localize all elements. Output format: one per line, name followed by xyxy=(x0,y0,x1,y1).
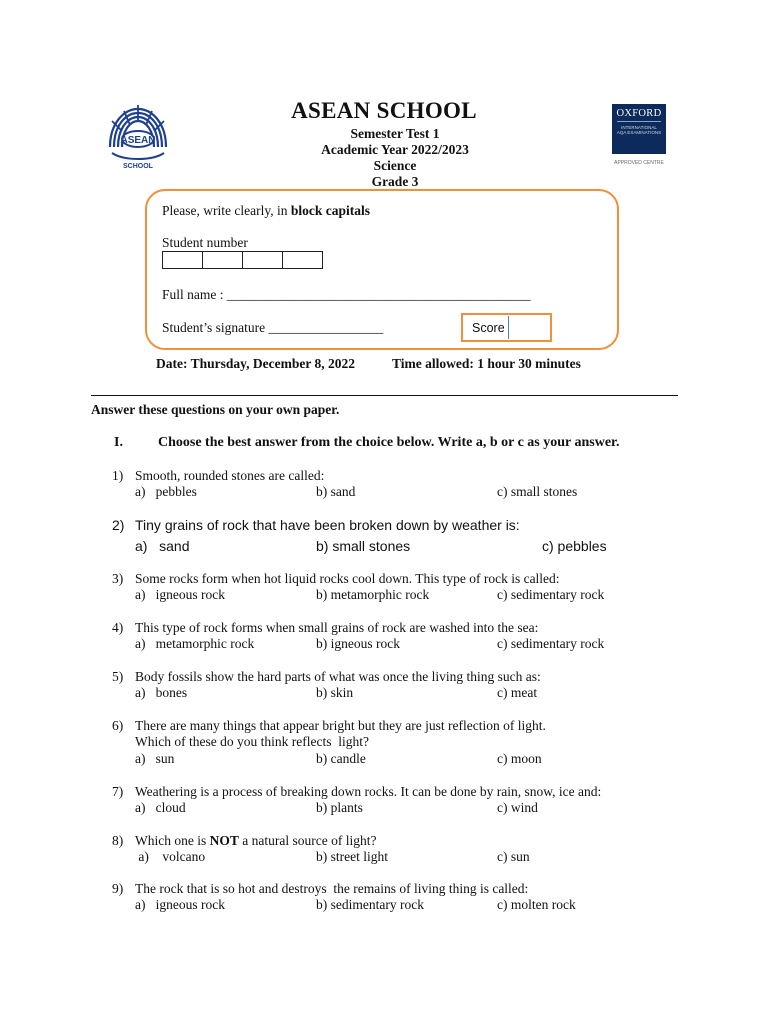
choice-a: a) volcano xyxy=(135,849,206,864)
question-stem-prefix: Which one is xyxy=(135,833,210,848)
question-stem xyxy=(135,833,376,849)
write-instruction xyxy=(162,203,370,219)
exam-date: Date: Thursday, December 8, 2022 xyxy=(156,356,355,371)
signature-line[interactable]: _________________ xyxy=(268,320,384,335)
choice-c: c) pebbles xyxy=(542,538,607,554)
question-stem: Some rocks form when hot liquid rocks cool down. This type of rock is called: xyxy=(135,571,560,586)
question-stem: Weathering is a process of breaking down rocks. It can be done by rain, snow, ice and: xyxy=(135,784,602,799)
full-name-line[interactable]: _____________________________________________ xyxy=(226,287,531,302)
choice-b: b) plants xyxy=(316,800,363,815)
choice-c: c) sun xyxy=(497,849,530,864)
choice-a: a) sand xyxy=(135,538,190,554)
student-number-cell[interactable] xyxy=(163,252,203,268)
choice-a: a) cloud xyxy=(135,800,186,815)
header-line-subject: Science xyxy=(373,158,417,173)
header-line-grade: Grade 3 xyxy=(371,174,419,189)
signature-row[interactable] xyxy=(162,320,383,336)
question-number: 6) xyxy=(112,718,124,733)
logo-right-sub1: INTERNATIONAL xyxy=(621,125,657,130)
question-stem: Smooth, rounded stones are called: xyxy=(135,468,325,483)
full-name-label: Full name : xyxy=(162,287,227,302)
choice-b: b) sand xyxy=(316,484,356,499)
logo-right-sub2: AQA EXAMINATIONS xyxy=(616,130,662,135)
divider xyxy=(91,395,678,396)
question-stem: This type of rock forms when small grains of rock are washed into the sea: xyxy=(135,620,539,635)
choice-a: a) igneous rock xyxy=(135,587,225,602)
full-name-row[interactable] xyxy=(162,287,531,303)
student-number-grid[interactable] xyxy=(162,251,323,269)
choice-b: b) small stones xyxy=(316,538,411,554)
question-number: 1) xyxy=(112,468,124,483)
signature-label: Student’s signature xyxy=(162,320,269,335)
question-stem: Body fossils show the hard parts of what was once the living thing such as: xyxy=(135,669,541,684)
choice-a: a) metamorphic rock xyxy=(135,636,255,651)
question-stem: The rock that is so hot and destroys the remains of living thing is called: xyxy=(135,881,529,896)
choice-c: c) meat xyxy=(497,685,538,700)
choice-c: c) wind xyxy=(497,800,538,815)
choice-b: b) street light xyxy=(316,849,388,864)
school-title: ASEAN SCHOOL xyxy=(291,98,477,123)
choice-c: c) moon xyxy=(497,751,542,766)
choice-c: c) molten rock xyxy=(497,897,576,912)
section-number: I. xyxy=(114,435,123,450)
choice-b: b) skin xyxy=(316,685,354,700)
write-instruction-text: Please, write clearly, in xyxy=(162,203,291,218)
choice-c: c) sedimentary rock xyxy=(497,636,605,651)
student-number-label: Student number xyxy=(162,235,248,250)
time-allowed: Time allowed: 1 hour 30 minutes xyxy=(392,356,581,371)
question-stem-line2: Which of these do you think reflects light? xyxy=(135,734,369,749)
choice-a: a) sun xyxy=(135,751,175,766)
choice-a: a) bones xyxy=(135,685,188,700)
question-stem: There are many things that appear bright but they are just reflection of light. xyxy=(135,718,546,733)
question-stem: Tiny grains of rock that have been broken down by weather is: xyxy=(135,517,520,533)
section-title: Choose the best answer from the choice below. Write a, b or c as your answer. xyxy=(158,435,620,450)
score-field[interactable] xyxy=(508,316,550,339)
question-number: 2) xyxy=(112,517,125,533)
question-number: 5) xyxy=(112,669,124,684)
score-label: Score xyxy=(472,320,505,335)
question-number: 7) xyxy=(112,784,124,799)
student-number-cell[interactable] xyxy=(203,252,243,268)
question-number: 4) xyxy=(112,620,124,635)
student-number-cell[interactable] xyxy=(283,252,322,268)
choice-b: b) igneous rock xyxy=(316,636,400,651)
header-line-year: Academic Year 2022/2023 xyxy=(321,142,469,157)
logo-right-badge: APPROVED CENTRE xyxy=(614,160,664,166)
logo-left-text: ASEAN xyxy=(120,135,156,146)
question-stem-suffix: a natural source of light? xyxy=(238,833,377,848)
logo-left-sub: SCHOOL xyxy=(123,163,153,170)
choice-a: a) pebbles xyxy=(135,484,197,499)
question-number: 8) xyxy=(112,833,124,848)
choice-c: c) sedimentary rock xyxy=(497,587,605,602)
choice-b: b) metamorphic rock xyxy=(316,587,430,602)
choice-b: b) sedimentary rock xyxy=(316,897,424,912)
paper-instruction: Answer these questions on your own paper. xyxy=(91,402,340,417)
choice-b: b) candle xyxy=(316,751,366,766)
choice-c: c) small stones xyxy=(497,484,578,499)
write-instruction-bold: block capitals xyxy=(290,203,370,218)
question-number: 3) xyxy=(112,571,124,586)
score-box xyxy=(461,313,552,342)
student-number-cell[interactable] xyxy=(243,252,283,268)
question-number: 9) xyxy=(112,881,124,896)
choice-a: a) igneous rock xyxy=(135,897,225,912)
question-stem-emphasis: NOT xyxy=(209,833,239,848)
header-line-test: Semester Test 1 xyxy=(350,126,440,141)
logo-right-text: OXFORD xyxy=(616,108,662,119)
